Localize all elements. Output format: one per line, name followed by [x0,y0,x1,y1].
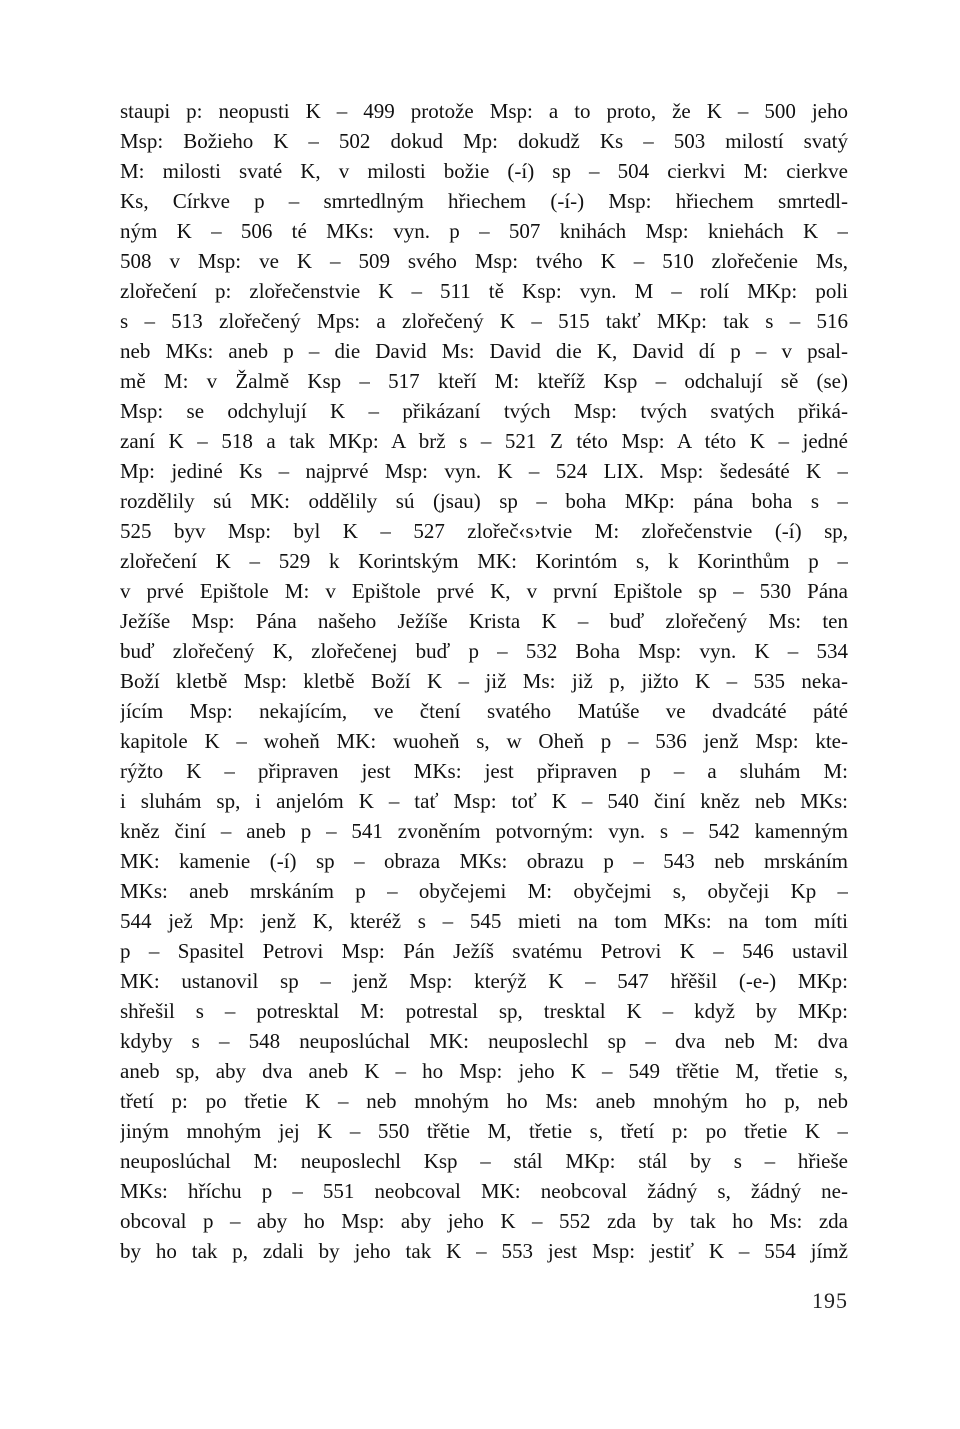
text-line: s – 513 zlořečený Mps: a zlořečený K – 515 takť MKp: tak s – 516 [120,309,848,333]
text-line: staupi p: neopusti K – 499 protože Msp: a to proto, že K – 500 jeho [120,99,848,123]
text-line: MK: kamenie (-í) sp – obraza MKs: obrazu p – 543 neb mrskáním [120,849,848,873]
text-line: rozdělily sú MK: oddělily sú (jsau) sp – boha MKp: pána boha s – [120,489,848,513]
text-line: zlořečení K – 529 k Korintským MK: Korintóm s, k Korinthům p – [120,549,848,573]
text-line: Ks, Církve p – smrtedlným hřiechem (-í-) Msp: hřiechem smrtedl- [120,189,848,213]
text-line: p – Spasitel Petrovi Msp: Pán Ježíš svatému Petrovi K – 546 ustavil [120,939,848,963]
text-line: 544 jež Mp: jenž K, kteréž s – 545 mieti na tom MKs: na tom míti [120,909,848,933]
text-line: aneb sp, aby dva aneb K – ho Msp: jeho K – 549 třětie M, třetie s, [120,1059,848,1083]
text-line: ným K – 506 té MKs: vyn. p – 507 knihách Msp: kniehách K – [120,219,848,243]
text-line: M: milosti svaté K, v milosti božie (-í) sp – 504 cierkvi M: cierkve [120,159,848,183]
text-line: zlořečení p: zlořečenstvie K – 511 tě Ksp: vyn. M – rolí MKp: poli [120,279,848,303]
text-line: zaní K – 518 a tak MKp: A brž s – 521 Z této Msp: A této K – jedné [120,429,848,453]
body-text [120,96,848,1266]
page-number: 195 [812,1288,848,1313]
text-line: 508 v Msp: ve K – 509 svého Msp: tvého K – 510 zlořečenie Ms, [120,249,848,273]
text-line: MKs: aneb mrskáním p – obyčejemi M: obyčejmi s, obyčeji Kp – [120,879,848,903]
text-line: buď zlořečený K, zlořečenej buď p – 532 Boha Msp: vyn. K – 534 [120,639,848,663]
text-line: i sluhám sp, i anjelóm K – tať Msp: toť K – 540 činí kněz neb MKs: [120,789,848,813]
text-line: v prvé Epištole M: v Epištole prvé K, v první Epištole sp – 530 Pána [120,579,848,603]
text-line: Boží kletbě Msp: kletbě Boží K – již Ms: již p, jižto K – 535 neka- [120,669,848,693]
text-line: by ho tak p, zdali by jeho tak K – 553 jest Msp: jestiť K – 554 jímž [120,1239,848,1263]
text-line: shřešil s – potresktal M: potrestal sp, tresktal K – když by MKp: [120,999,848,1023]
text-line: rýžto K – připraven jest MKs: jest připraven p – a sluhám M: [120,759,848,783]
text-line: neb MKs: aneb p – die David Ms: David die K, David dí p – v psal- [120,339,848,363]
text-line: MK: ustanovil sp – jenž Msp: kterýž K – 547 hřěšil (-e-) MKp: [120,969,848,993]
text-line: kapitole K – woheň MK: wuoheň s, w Oheň p – 536 jenž Msp: kte- [120,729,848,753]
text-line: neuposlúchal M: neuposlechl Ksp – stál MKp: stál by s – hřieše [120,1149,848,1173]
text-line: 525 byv Msp: byl K – 527 zlořeč‹s›tvie M: zlořečenstvie (-í) sp, [120,519,848,543]
text-line: třetí p: po třetie K – neb mnohým ho Ms: aneb mnohým ho p, neb [120,1089,848,1113]
text-line: kněz činí – aneb p – 541 zvoněním potvorným: vyn. s – 542 kamenným [120,819,848,843]
text-line: Msp: Božieho K – 502 dokud Mp: dokudž Ks – 503 milostí svatý [120,129,848,153]
text-line: jiným mnohým jej K – 550 třětie M, třetie s, třetí p: po třetie K – [120,1119,848,1143]
text-line: obcoval p – aby ho Msp: aby jeho K – 552 zda by tak ho Ms: zda [120,1209,848,1233]
text-line: Msp: se odchylují K – přikázaní tvých Msp: tvých svatých přiká- [120,399,848,423]
text-line: mě M: v Žalmě Ksp – 517 kteří M: kteříž Ksp – odchalují sě (se) [120,369,848,393]
text-line: Ježíše Msp: Pána našeho Ježíše Krista K – buď zlořečený Ms: ten [120,609,848,633]
text-line: jícím Msp: nekajícím, ve čtení svatého Matúše ve dvadcáté páté [120,699,848,723]
text-line: Mp: jediné Ks – najprvé Msp: vyn. K – 524 LIX. Msp: šedesáté K – [120,459,848,483]
text-line: MKs: hříchu p – 551 neobcoval MK: neobcoval žádný s, žádný ne- [120,1179,848,1203]
text-line: kdyby s – 548 neuposlúchal MK: neuposlechl sp – dva neb M: dva [120,1029,848,1053]
